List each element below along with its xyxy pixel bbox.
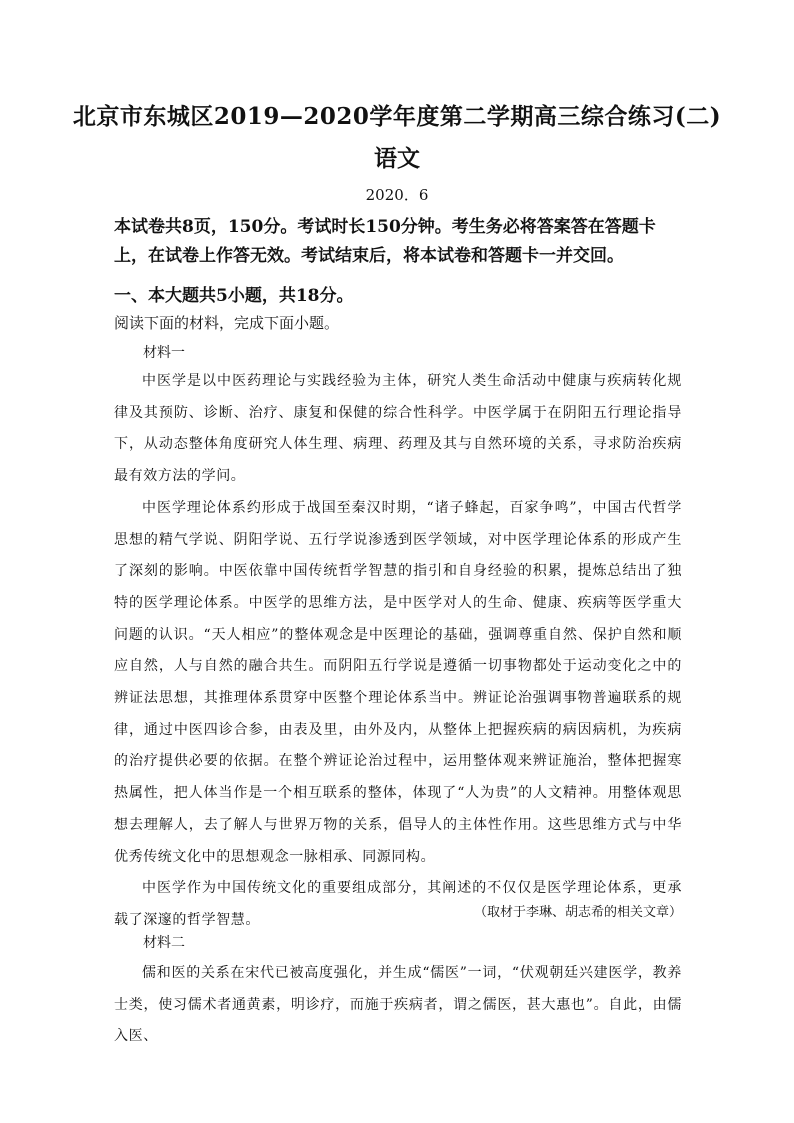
material-two-paragraph: 儒和医的关系在宋代已被高度强化，并生成“儒医”一词，“伏观朝廷兴建医学，教养士类，使习儒术者通黄素，明诊疗，而施于疾病者，谓之儒医，甚大惠也”。自此，由儒入医、 [114,965,682,1045]
material-one-label: 材料一 [143,345,185,361]
subject-title: 语文 [374,145,420,172]
material-one-paragraph: 中医学作为中国传统文化的重要组成部分，其阐述的不仅仅是医学理论体系，更承载了深邃的哲学智慧。 [114,880,682,928]
material-one-paragraph: 中医学是以中医药理论与实践经验为主体，研究人类生命活动中健康与疾病转化规律及其预防、诊断、治疗、康复和保健的综合性科学。中医学属于在阴阳五行理论指导下，从动态整体角度研究人体生理、病理、药理及其与自然环境的关系，寻求防治疾病最有效方法的学问。 [114,373,682,485]
exam-title: 北京市东城区2019—2020学年度第二学期高三综合练习(二) [72,103,722,130]
material-two-label: 材料二 [143,935,185,951]
material-one-source: （取材于李琳、胡志希的相关文章） [473,905,682,920]
material-one-body [114,366,682,937]
exam-date: 2020．6 [365,186,429,204]
section-heading: 一、本大题共5小题，共18分。 [114,286,354,306]
exam-instructions: 本试卷共8页，150分。考试时长150分钟。考生务必将答案答在答题卡上，在试卷上作答无效。考试结束后，将本试卷和答题卡一并交回。 [114,217,656,266]
material-two-body [114,958,682,1053]
reading-prompt: 阅读下面的材料，完成下面小题。 [114,314,340,332]
material-one-paragraph: 中医学理论体系约形成于战国至秦汉时期，“诸子蜂起，百家争鸣”，中国古代哲学思想的精气学说、阴阳学说、五行学说渗透到医学领域，对中医学理论体系的形成产生了深刻的影响。中医依靠中国传统哲学智慧的指引和自身经验的积累，提炼总结出了独特的医学理论体系。中医学的思维方法，是中医学对人的生命、健康、疾病等医学重大问题的认识。“天人相应”的整体观念是中医理论的基础，强调尊重自然、保护自然和顺应自然，人与自然的融合共生。而阴阳五行学说是遵循一切事物都处于运动变化之中的辨证法思想，其推理体系贯穿中医整个理论体系当中。辨证论治强调事物普遍联系的规律，通过中医四诊合参，由表及里，由外及内，从整体上把握疾病的病因病机，为疾病的治疗提供必要的依据。在整个辨证论治过程中，运用整体观来辨证施治，整体把握寒热属性，把人体当作是一个相互联系的整体，体现了“人为贵”的人文精神。用整体观思想去理解人，去了解人与世界万物的关系，倡导人的主体性作用。这些思维方式与中华优秀传统文化中的思想观念一脉相承、同源同构。 [114,499,682,865]
